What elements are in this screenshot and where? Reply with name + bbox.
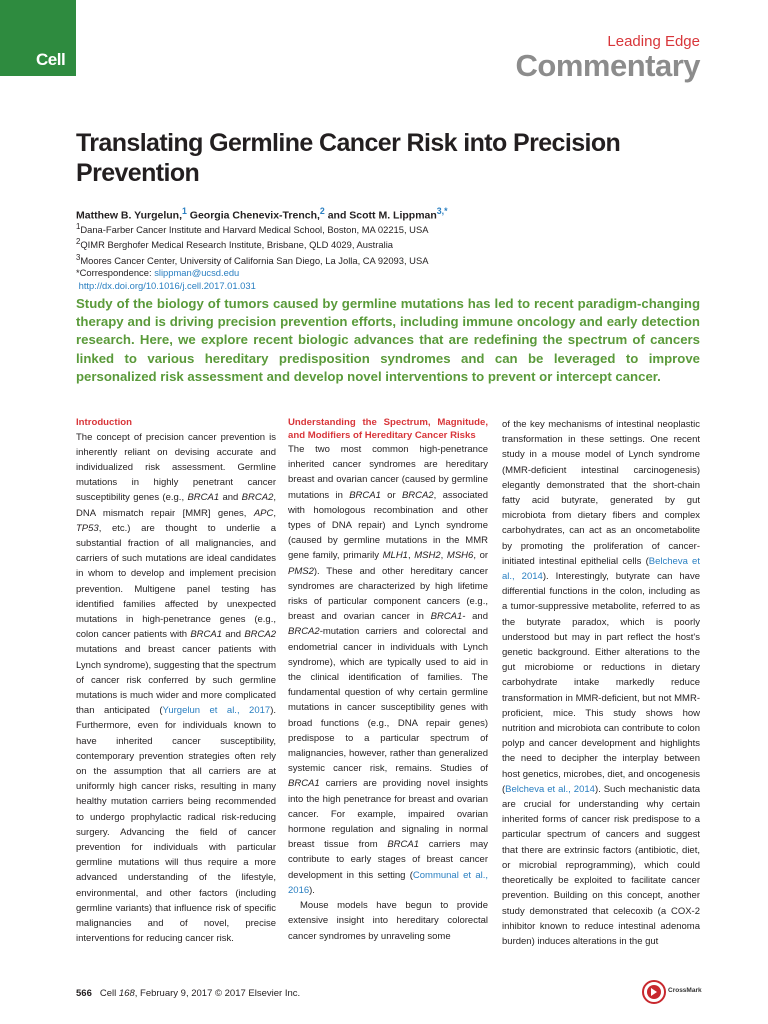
affiliation-marker[interactable]: 3,* bbox=[436, 206, 448, 216]
page-footer bbox=[76, 988, 300, 999]
citation-link[interactable]: Belcheva et al., 2014 bbox=[505, 783, 595, 795]
text-run: carriers may contribute to early stages of breast cancer development in this setting ( bbox=[288, 839, 489, 881]
body-paragraph bbox=[288, 442, 488, 898]
affiliation-text: QIMR Berghofer Medical Research Institute, Brisbane, QLD 4029, Australia bbox=[80, 239, 394, 251]
citation-link[interactable]: Belcheva et al., 2014 bbox=[502, 555, 700, 583]
text-run: and bbox=[222, 629, 245, 641]
affiliation-number: 2 bbox=[76, 237, 81, 247]
author-name: Georgia Chenevix-Trench, bbox=[186, 209, 320, 222]
article-type: Commentary bbox=[515, 48, 700, 83]
gene-name: PMS2 bbox=[288, 565, 314, 577]
section-heading-spectrum: Understanding the Spectrum, Magnitude, and Modifiers of Hereditary Cancer Risks bbox=[288, 417, 488, 441]
gene-name: BRCA2 bbox=[244, 629, 276, 641]
gene-name: BRCA1 bbox=[430, 611, 463, 623]
text-run: , or bbox=[473, 550, 489, 562]
author-name: Matthew B. Yurgelun, bbox=[76, 209, 182, 222]
page-number: 566 bbox=[76, 988, 92, 999]
column-2 bbox=[288, 417, 488, 944]
affiliation-line bbox=[76, 252, 428, 267]
section-heading-introduction: Introduction bbox=[76, 417, 132, 428]
crossmark-label: CrossMark bbox=[668, 987, 702, 994]
column-1 bbox=[76, 417, 276, 946]
text-run: The concept of precision cancer prevention is inherently reliant on devising accurate and individualized risk assessment. Germline mutations in highly penetrant cancer susceptibility genes (e.g., bbox=[76, 431, 276, 504]
author-name: and Scott M. Lippman bbox=[324, 209, 437, 222]
affiliation-text: Moores Cancer Center, University of California San Diego, La Jolla, CA 92093, USA bbox=[80, 254, 429, 266]
correspondence-label: *Correspondence: bbox=[76, 267, 155, 279]
gene-name: APC bbox=[253, 507, 274, 519]
text-run: -mutation carriers and colorectal and endometrial cancer in individuals with Lynch syndrome), which are typically used to aid in the clinical identification of families. The fundamental question of why certain germline mutations in cancer susceptibility genes with broad functions (e.g., DNA repair genes) predispose to a particular spectrum of malignancies, however, rather than generalized systemic cancer risk, remains. Studies of bbox=[288, 626, 488, 775]
affiliation-number: 1 bbox=[76, 222, 81, 231]
body-paragraph bbox=[502, 417, 700, 949]
crossmark-icon bbox=[642, 980, 666, 1004]
affiliation-line bbox=[76, 221, 428, 236]
doi-link[interactable]: http://dx.doi.org/10.1016/j.cell.2017.01.031 bbox=[78, 279, 256, 291]
gene-name: BRCA1 bbox=[387, 839, 419, 851]
citation-text: , February 9, 2017 © 2017 Elsevier Inc. bbox=[134, 988, 301, 999]
text-run: - and bbox=[462, 611, 488, 623]
affiliation-line bbox=[76, 236, 428, 251]
gene-name: BRCA2 bbox=[288, 626, 320, 638]
text-run: , associated with homologous recombination and other types of DNA repair) and Lynch syndrome (caused by germline mutations in the MMR gene family, primarily bbox=[288, 489, 488, 562]
doi-line bbox=[76, 280, 428, 292]
text-run: , bbox=[273, 507, 276, 519]
gene-name: BRCA2 bbox=[401, 489, 434, 501]
affiliation-marker[interactable]: 2 bbox=[319, 206, 325, 216]
volume-number: 168 bbox=[118, 988, 135, 999]
author-list bbox=[76, 206, 447, 222]
text-run: carriers are providing novel insights into the high penetrance for breast and ovarian cancer. For example, impaired ovarian hormone regulation and signaling in normal breast tissue from bbox=[288, 778, 488, 851]
gene-name: BRCA2 bbox=[241, 492, 274, 504]
text-run: ). Furthermore, even for individuals known to have inherited cancer susceptibility, contemporary prevention strategies often rely on the assumption that all carriers are at uniformly high cancer risks, resulting in many healthy mutation carriers being recommended to undergo prophylactic radical risk-reducing surgery. Advancing the field of cancer prevention for individuals with particular germline mutations will thus require a more advanced understanding of the lifestyle, environmental, and other factors (including germline variants) that influence risk of specific malignancies and of novel, precise interventions for reducing cancer risk. bbox=[76, 705, 276, 945]
gene-name: BRCA1 bbox=[349, 489, 381, 501]
abstract: Study of the biology of tumors caused by germline mutations has led to recent paradigm-changing therapy and is driving precision prevention efforts, including immune oncology and early detection research. Here, we explore recent biologic advances that are redefining the spectrum of cancers linked to various hereditary predisposition syndromes and can be leveraged to improve personalized risk assessment and develop novel interventions to prevent or intercept cancer. bbox=[76, 296, 700, 384]
text-run: mutations and breast cancer patients with Lynch syndrome), suggesting that the spectrum of cancer risk conferred by such germline mutations is much wider and more complicated than anticipated ( bbox=[76, 644, 276, 717]
cell-logo-text: Cell bbox=[36, 50, 66, 69]
gene-name: BRCA1 bbox=[187, 492, 220, 504]
affiliations bbox=[76, 221, 428, 292]
body-paragraph: Mouse models have begun to provide extensive insight into hereditary colorectal cancer syndromes by unraveling some bbox=[288, 900, 488, 942]
text-run: , DNA mismatch repair [MMR] genes, bbox=[76, 492, 276, 519]
section-label: Leading Edge bbox=[607, 33, 700, 50]
affiliation-number: 3 bbox=[76, 252, 81, 262]
text-run: of the key mechanisms of intestinal neoplastic transformation in these settings. One recent study in a mouse model of Lynch syndrome (MMR-deficient intestinal carcinogenesis) elegantly demonstrated that the short-chain fatty acid butyrate, generated by gut microbiota from dietary fibers and complex carbohydrates, can act as an oncometabolite by promoting the proliferation of cancer-initiated intestinal epithelial cells ( bbox=[502, 419, 700, 567]
affiliation-text: Dana-Farber Cancer Institute and Harvard Medical School, Boston, MA 02215, USA bbox=[80, 224, 429, 236]
text-run: ). bbox=[309, 884, 315, 896]
gene-name: MSH2 bbox=[414, 550, 441, 562]
text-run: ). Such mechanistic data are crucial for understanding why certain inherited forms of cancer risk predispose to a particular spectrum of cancers and suggest that there are extrinsic factors (antibiotic, diet, or microbial reprogramming), which could theoretically be exploited to facilitate cancer prevention. Building on this concept, another study demonstrated that celecoxib (a COX-2 inhibitor known to reduce intestinal adenoma burden) induces alterations in the gut bbox=[502, 783, 700, 947]
text-run: ). These and other hereditary cancer syndromes are characterized by high lifetime risks of particular component cancers (e.g., breast and ovarian cancer in bbox=[288, 565, 488, 623]
gene-name: TP53 bbox=[76, 522, 99, 534]
gene-name: MSH6 bbox=[446, 550, 474, 562]
gene-name: BRCA1 bbox=[190, 629, 222, 641]
text-run: or bbox=[380, 489, 402, 501]
cell-logo bbox=[0, 0, 76, 76]
citation-link[interactable]: Communal et al., 2016 bbox=[288, 869, 488, 896]
text-run: , etc.) are thought to underlie a substantial fraction of all malignancies, and carriers of such mutations are ideal candidates in whom to develop and implement precision prevention. Multigene panel testing has identified families affected by unexpected mutations in high-penetrance genes (e.g., colon cancer patients with bbox=[76, 522, 276, 641]
intro-paragraph bbox=[76, 430, 276, 947]
text-run: ). Interestingly, butyrate can have differential functions in the colon, including as a tumor-suppressive metabolite, referred to as the butyrate paradox, which is poorly understood but may in part reflect the host's genetic background. Either alterations to the gut microbiome or reductions in dietary carbohydrate intake markedly reduce transformation in MMR-deficient, but not MMR-proficient, mice. This study shows how nutrition and microbiota can contribute to colon polyp and cancer development and highlights the need to decipher the interplay between host genetics, microbes, diet, and oncogenesis ( bbox=[502, 571, 700, 795]
citation-link[interactable]: Yurgelun et al., 2017 bbox=[162, 705, 271, 717]
affiliation-marker[interactable]: 1 bbox=[181, 206, 187, 216]
correspondence bbox=[76, 267, 428, 279]
citation-text: Cell bbox=[99, 988, 119, 999]
gene-name: MLH1 bbox=[382, 550, 408, 562]
article-title: Translating Germline Cancer Risk into Precision Prevention bbox=[76, 129, 621, 187]
column-3 bbox=[502, 417, 700, 949]
text-run: , bbox=[440, 550, 447, 562]
gene-name: BRCA1 bbox=[288, 778, 320, 790]
email-link[interactable]: slippman@ucsd.edu bbox=[154, 267, 240, 279]
crossmark-badge[interactable] bbox=[642, 980, 702, 1006]
text-run: and bbox=[219, 492, 242, 504]
text-run: The two most common high-penetrance inherited cancer syndromes are hereditary breast and ovarian cancer (caused by germline mutations in bbox=[288, 444, 488, 501]
text-run: , bbox=[407, 550, 415, 562]
